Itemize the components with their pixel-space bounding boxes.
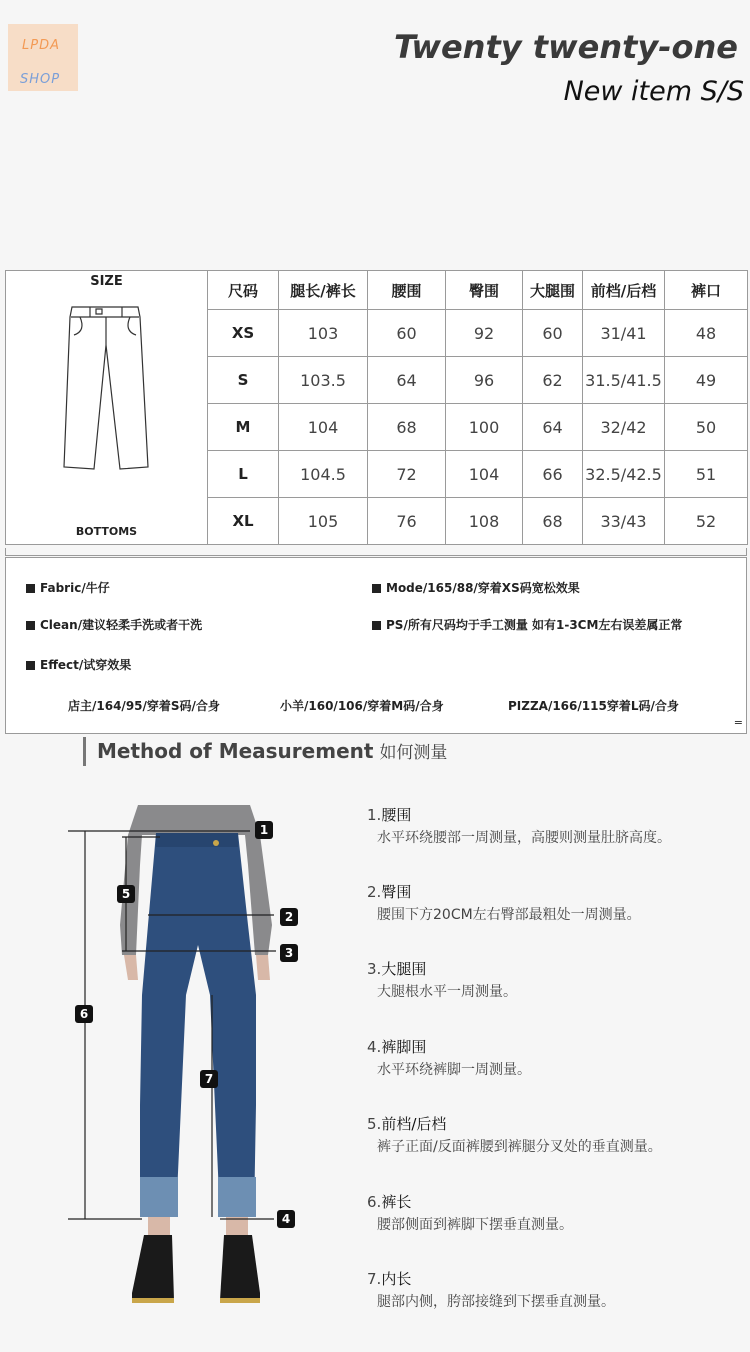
bullet-square-icon — [372, 621, 381, 630]
measure-title: 内长 — [381, 1270, 412, 1288]
fabric-text: Fabric/牛仔 — [40, 581, 110, 595]
table-cell: 60 — [368, 310, 446, 357]
size-cell: XS — [208, 310, 279, 357]
diagram-size-label: SIZE — [90, 274, 123, 289]
bullet-square-icon — [26, 661, 35, 670]
pants-diagram-cell — [6, 271, 208, 545]
effect-info — [26, 656, 131, 673]
model-fit-2: 小羊/160/106/穿着M码/合身 — [280, 699, 444, 713]
table-cell: 76 — [368, 498, 446, 545]
table-cell: 104 — [279, 404, 368, 451]
table-cell: 104 — [446, 451, 523, 498]
clean-text: Clean/建议轻柔手洗或者干洗 — [40, 618, 203, 632]
ps-info — [372, 616, 682, 633]
mode-text: Mode/165/88/穿着XS码宽松效果 — [386, 581, 580, 595]
measure-item — [367, 1191, 573, 1234]
table-cell: 31/41 — [583, 310, 665, 357]
measure-item — [367, 1036, 531, 1079]
table-cell: 96 — [446, 357, 523, 404]
bullet-square-icon — [372, 584, 381, 593]
table-cell: 103 — [279, 310, 368, 357]
measure-desc: 水平环绕裤脚一周测量。 — [377, 1062, 531, 1078]
end-mark: = — [733, 716, 743, 729]
size-chart-table — [5, 270, 748, 545]
pants-outline-icon — [58, 305, 154, 473]
table-cell: 31.5/41.5 — [583, 357, 665, 404]
measure-desc: 水平环绕腰部一周测量，高腰则测量肚脐高度。 — [377, 830, 671, 846]
header-waist: 腰围 — [368, 271, 446, 310]
method-title-en: Method of Measurement — [97, 739, 374, 763]
measure-num: 3. — [367, 960, 382, 978]
bullet-square-icon — [26, 584, 35, 593]
measure-num: 6. — [367, 1193, 382, 1211]
measure-title: 腰围 — [381, 806, 412, 824]
measure-num: 1. — [367, 806, 382, 824]
ps-text: PS/所有尺码均于手工测量 如有1-3CM左右误差属正常 — [386, 618, 683, 632]
measure-num: 2. — [367, 883, 382, 901]
clean-info — [26, 616, 202, 633]
size-cell: M — [208, 404, 279, 451]
mode-info — [372, 579, 580, 596]
marker-2: 2 — [280, 908, 298, 926]
measure-title: 裤脚围 — [381, 1038, 427, 1056]
brand-title: Twenty twenty-one — [393, 28, 738, 66]
table-cell: 103.5 — [279, 357, 368, 404]
bullet-square-icon — [26, 621, 35, 630]
model-fit-1: 店主/164/95/穿着S码/合身 — [68, 699, 220, 713]
model-fit-3: PIZZA/166/115穿着L码/合身 — [508, 699, 679, 713]
table-cell: 64 — [368, 357, 446, 404]
measure-desc: 腰围下方20CM左右臀部最粗处一周测量。 — [377, 907, 641, 923]
table-cell: 52 — [665, 498, 748, 545]
marker-1: 1 — [255, 821, 273, 839]
size-header-row — [6, 271, 748, 310]
table-cell: 48 — [665, 310, 748, 357]
table-cell: 108 — [446, 498, 523, 545]
diagram-bottoms-label: BOTTOMS — [75, 525, 138, 538]
measure-desc: 裤子正面/反面裤腰到裤腿分叉处的垂直测量。 — [377, 1139, 662, 1155]
header-rise: 前档/后档 — [583, 271, 665, 310]
size-cell: XL — [208, 498, 279, 545]
measure-desc: 腰部侧面到裤脚下摆垂直测量。 — [377, 1217, 573, 1233]
brand-subtitle: New item S/S — [563, 76, 744, 107]
table-cell: 104.5 — [279, 451, 368, 498]
size-cell: S — [208, 357, 279, 404]
marker-7: 7 — [200, 1070, 218, 1088]
method-title — [97, 738, 447, 763]
table-cell: 62 — [523, 357, 583, 404]
measure-item — [367, 804, 671, 847]
effect-text: Effect/试穿效果 — [40, 658, 132, 672]
measure-item — [367, 1113, 662, 1156]
header-size: 尺码 — [208, 271, 279, 310]
product-info-box — [5, 557, 747, 734]
table-cell: 50 — [665, 404, 748, 451]
measure-desc: 腿部内侧，胯部接缝到下摆垂直测量。 — [377, 1294, 615, 1310]
method-title-zh: 如何测量 — [379, 743, 448, 763]
table-cell: 105 — [279, 498, 368, 545]
marker-3: 3 — [280, 944, 298, 962]
logo-line2: SHOP — [20, 72, 61, 87]
size-cell: L — [208, 451, 279, 498]
measure-title: 前档/后档 — [381, 1115, 447, 1133]
fabric-info — [26, 579, 110, 596]
measure-num: 7. — [367, 1270, 382, 1288]
table-cell: 64 — [523, 404, 583, 451]
measure-num: 4. — [367, 1038, 382, 1056]
header-hem: 裤口 — [665, 271, 748, 310]
header-thigh: 大腿围 — [523, 271, 583, 310]
table-cell: 60 — [523, 310, 583, 357]
section-accent-bar — [83, 737, 86, 766]
marker-4: 4 — [277, 1210, 295, 1228]
table-cell: 49 — [665, 357, 748, 404]
marker-5: 5 — [117, 885, 135, 903]
header-length: 腿长/裤长 — [279, 271, 368, 310]
table-cell: 68 — [368, 404, 446, 451]
table-cell: 68 — [523, 498, 583, 545]
table-cell: 100 — [446, 404, 523, 451]
table-spacer — [5, 548, 747, 556]
marker-6: 6 — [75, 1005, 93, 1023]
table-cell: 32.5/42.5 — [583, 451, 665, 498]
model-jeans-photo — [60, 805, 310, 1310]
header-hip: 臀围 — [446, 271, 523, 310]
measure-desc: 大腿根水平一周测量。 — [377, 984, 517, 1000]
measure-title: 臀围 — [381, 883, 412, 901]
measure-item — [367, 1268, 615, 1311]
measure-title: 大腿围 — [381, 960, 427, 978]
measure-item — [367, 881, 641, 924]
shop-logo — [8, 24, 78, 91]
table-cell: 72 — [368, 451, 446, 498]
logo-line1: LPDA — [22, 38, 60, 53]
table-cell: 32/42 — [583, 404, 665, 451]
measure-num: 5. — [367, 1115, 382, 1133]
table-cell: 51 — [665, 451, 748, 498]
measure-item — [367, 958, 517, 1001]
table-cell: 92 — [446, 310, 523, 357]
table-cell: 33/43 — [583, 498, 665, 545]
measure-title: 裤长 — [381, 1193, 412, 1211]
table-cell: 66 — [523, 451, 583, 498]
